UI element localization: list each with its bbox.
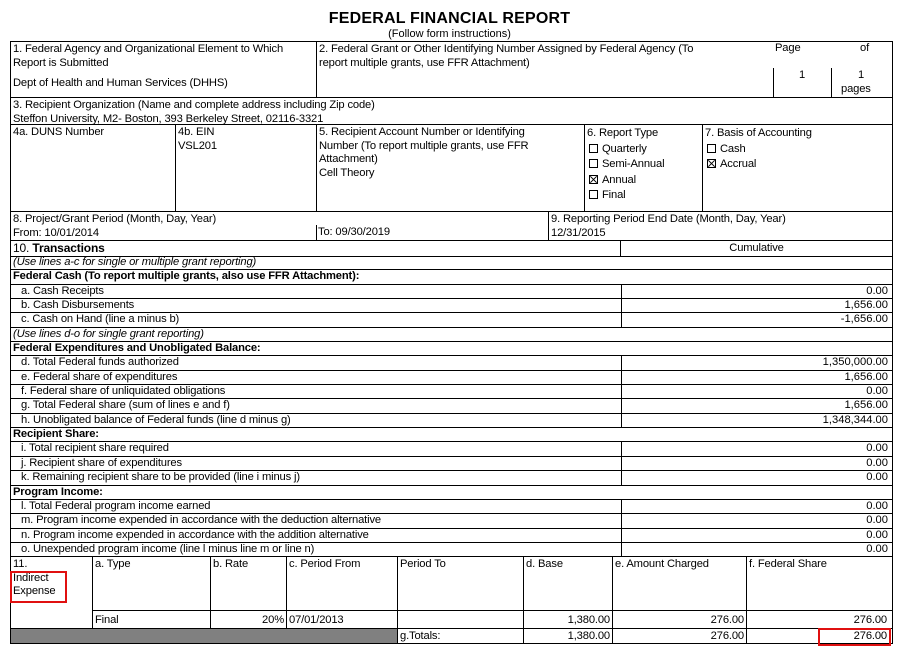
report-type-annual[interactable] bbox=[587, 173, 700, 189]
box2-grant-number bbox=[316, 41, 893, 98]
box6-report-type bbox=[584, 124, 703, 212]
option-label: Semi-Annual bbox=[602, 158, 665, 170]
transaction-cumulative-value: 0.00 bbox=[866, 528, 888, 541]
basis-accrual[interactable] bbox=[705, 157, 890, 173]
box9-label: 9. Reporting Period End Date (Month, Day, Year) bbox=[551, 213, 786, 225]
report-title: FEDERAL FINANCIAL REPORT bbox=[328, 10, 571, 27]
transaction-cumulative-value: 0.00 bbox=[866, 542, 888, 555]
box1-value: Dept of Health and Human Services (DHHS) bbox=[13, 77, 228, 89]
box5-label-2: Number (To report multiple grants, use FFR bbox=[319, 139, 529, 152]
row-period-from: 07/01/2013 bbox=[286, 610, 398, 629]
transaction-label: h. Unobligated balance of Federal funds (line d minus g) bbox=[21, 413, 291, 426]
box9-value: 12/31/2015 bbox=[551, 226, 606, 239]
transaction-label: o. Unexpended program income (line l minus line m or line n) bbox=[21, 542, 315, 555]
transaction-label: Federal Expenditures and Unobligated Balance: bbox=[13, 342, 261, 355]
box1-label-2: Report is Submitted bbox=[13, 56, 109, 69]
transaction-label: l. Total Federal program income earned bbox=[21, 499, 211, 512]
transaction-section-header bbox=[11, 486, 892, 500]
transaction-row bbox=[11, 500, 892, 514]
box5-account-number bbox=[316, 124, 585, 212]
option-label: Final bbox=[602, 189, 626, 201]
transaction-cumulative-value: 0.00 bbox=[866, 442, 888, 455]
box11-label-1: Indirect bbox=[13, 571, 49, 584]
col-rate-header: b. Rate bbox=[210, 556, 287, 611]
box10-number: 10. bbox=[13, 241, 33, 255]
box8-label: 8. Project/Grant Period (Month, Day, Year) bbox=[13, 213, 217, 225]
box11-label-2: Expense bbox=[13, 585, 56, 597]
col-base-header: d. Base bbox=[523, 556, 613, 611]
transaction-label: a. Cash Receipts bbox=[21, 284, 104, 297]
transaction-label: k. Remaining recipient share to be provided (line i minus j) bbox=[21, 471, 300, 484]
highlight-federal-share-total bbox=[818, 628, 891, 646]
box8-project-period bbox=[10, 211, 549, 241]
transaction-row bbox=[11, 529, 892, 543]
of-value: 1 bbox=[858, 69, 865, 81]
of-label: of bbox=[860, 42, 870, 54]
option-label: Quarterly bbox=[602, 142, 647, 155]
box10-transactions bbox=[10, 240, 621, 257]
option-label: Annual bbox=[602, 173, 636, 186]
box3-label: 3. Recipient Organization (Name and complete address including Zip code) bbox=[13, 99, 375, 111]
page-divider bbox=[831, 68, 832, 97]
col-amount-charged-header: e. Amount Charged bbox=[612, 556, 747, 611]
box5-label-1: 5. Recipient Account Number or Identifying bbox=[319, 126, 525, 138]
box8-to: To: 09/30/2019 bbox=[318, 226, 390, 238]
transaction-section-header bbox=[11, 256, 892, 270]
transaction-section-header bbox=[11, 328, 892, 342]
transaction-label: d. Total Federal funds authorized bbox=[21, 356, 179, 369]
transaction-cumulative-value: 1,656.00 bbox=[844, 299, 888, 312]
box4b-value: VSL201 bbox=[178, 139, 217, 152]
checkbox-icon[interactable] bbox=[707, 144, 716, 153]
transaction-label: Federal Cash (To report multiple grants, also use FFR Attachment): bbox=[13, 270, 360, 283]
transaction-label: m. Program income expended in accordance with the deduction alternative bbox=[21, 514, 381, 527]
transaction-label: e. Federal share of expenditures bbox=[21, 370, 178, 383]
checkbox-icon[interactable] bbox=[707, 159, 716, 168]
row-amount-charged: 276.00 bbox=[612, 610, 747, 629]
box3-value: Steffon University, M2- Boston, 393 Berkeley Street, 02116-3321 bbox=[13, 112, 324, 125]
transaction-cumulative-value: 1,656.00 bbox=[844, 370, 888, 383]
transaction-label: f. Federal share of unliquidated obligations bbox=[21, 385, 226, 398]
transaction-row bbox=[11, 356, 892, 370]
transaction-cumulative-value: 1,656.00 bbox=[844, 399, 888, 412]
totals-amount-charged: 276.00 bbox=[612, 628, 747, 644]
cumulative-header: Cumulative bbox=[620, 240, 893, 257]
box4b-ein bbox=[175, 124, 317, 212]
row-type: Final bbox=[92, 610, 211, 629]
transaction-label: g. Total Federal share (sum of lines e and f) bbox=[21, 399, 230, 412]
transaction-section-header bbox=[11, 342, 892, 356]
col-period-from-header: c. Period From bbox=[286, 556, 398, 611]
transaction-cumulative-value: 0.00 bbox=[866, 471, 888, 484]
box4a-duns bbox=[10, 124, 176, 212]
transaction-row bbox=[11, 399, 892, 413]
checkbox-icon[interactable] bbox=[589, 190, 598, 199]
transaction-row bbox=[11, 299, 892, 313]
transaction-row bbox=[11, 457, 892, 471]
transaction-section-header bbox=[11, 428, 892, 442]
divider bbox=[316, 225, 317, 240]
transaction-row bbox=[11, 313, 892, 327]
transaction-cumulative-value: -1,656.00 bbox=[840, 313, 888, 326]
page-value: 1 bbox=[799, 69, 806, 81]
checkbox-icon[interactable] bbox=[589, 175, 598, 184]
box5-value: Cell Theory bbox=[319, 166, 375, 179]
transaction-row bbox=[11, 285, 892, 299]
box1-agency bbox=[10, 41, 317, 98]
checkbox-icon[interactable] bbox=[589, 159, 598, 168]
report-type-semi-annual[interactable] bbox=[587, 157, 700, 173]
box11-number: 11. bbox=[13, 558, 28, 570]
transaction-row bbox=[11, 442, 892, 456]
pages-label: pages bbox=[841, 83, 871, 95]
transaction-row bbox=[11, 414, 892, 428]
transaction-row bbox=[11, 471, 892, 485]
row-period-to bbox=[397, 610, 524, 629]
box7-basis-of-accounting bbox=[702, 124, 893, 212]
transaction-cumulative-value: 0.00 bbox=[866, 514, 888, 527]
box10-label: Transactions bbox=[32, 241, 105, 255]
report-subtitle: (Follow form instructions) bbox=[388, 28, 511, 40]
report-type-final[interactable] bbox=[587, 188, 700, 204]
transaction-cumulative-value: 0.00 bbox=[866, 499, 888, 512]
box3-recipient-organization bbox=[10, 97, 893, 125]
box8-from: From: 10/01/2014 bbox=[13, 226, 99, 239]
page-divider bbox=[773, 68, 774, 97]
box5-label-3: Attachment) bbox=[319, 153, 378, 165]
report-type-quarterly[interactable] bbox=[587, 142, 700, 158]
col-type-header: a. Type bbox=[92, 556, 211, 611]
highlight-indirect-expense bbox=[10, 571, 67, 603]
box7-label: 7. Basis of Accounting bbox=[705, 127, 812, 139]
box2-label-2: report multiple grants, use FFR Attachment) bbox=[319, 56, 530, 69]
transactions-list bbox=[10, 256, 893, 557]
transaction-label: j. Recipient share of expenditures bbox=[21, 456, 182, 469]
box4a-label: 4a. DUNS Number bbox=[13, 126, 105, 138]
transaction-label: n. Program income expended in accordance with the addition alternative bbox=[21, 528, 369, 541]
row-base: 1,380.00 bbox=[523, 610, 613, 629]
box6-label: 6. Report Type bbox=[587, 127, 659, 139]
transaction-label: (Use lines d-o for single grant reporting) bbox=[13, 327, 204, 340]
transaction-section-header bbox=[11, 270, 892, 284]
transaction-cumulative-value: 0.00 bbox=[866, 456, 888, 469]
checkbox-icon[interactable] bbox=[589, 144, 598, 153]
col-federal-share-header: f. Federal Share bbox=[746, 556, 893, 611]
transaction-label: c. Cash on Hand (line a minus b) bbox=[21, 313, 180, 326]
col-period-to-header: Period To bbox=[397, 556, 524, 611]
transaction-label: (Use lines a-c for single or multiple grant reporting) bbox=[13, 256, 257, 268]
transaction-label: b. Cash Disbursements bbox=[21, 299, 135, 312]
row-federal-share: 276.00 bbox=[746, 610, 893, 629]
totals-federal-share: 276.00 bbox=[746, 628, 893, 644]
transaction-cumulative-value: 0.00 bbox=[866, 385, 888, 398]
transaction-label: Program Income: bbox=[13, 485, 103, 498]
transaction-row bbox=[11, 371, 892, 385]
transaction-label: Recipient Share: bbox=[13, 428, 99, 441]
page-label: Page bbox=[775, 42, 801, 54]
box1-label-1: 1. Federal Agency and Organizational Element to Which bbox=[13, 43, 284, 55]
transaction-cumulative-value: 0.00 bbox=[866, 284, 888, 297]
totals-shaded-area bbox=[10, 628, 398, 644]
transaction-row bbox=[11, 385, 892, 399]
transaction-label: i. Total recipient share required bbox=[21, 442, 169, 455]
option-label: Accrual bbox=[720, 158, 757, 170]
transaction-cumulative-value: 1,350,000.00 bbox=[822, 356, 888, 369]
box2-label-1: 2. Federal Grant or Other Identifying Number Assigned by Federal Agency (To bbox=[319, 43, 694, 55]
box9-reporting-period-end bbox=[548, 211, 893, 241]
transaction-cumulative-value: 1,348,344.00 bbox=[822, 413, 888, 426]
basis-cash[interactable] bbox=[705, 142, 890, 158]
totals-label: g.Totals: bbox=[397, 628, 524, 644]
row-rate: 20% bbox=[210, 610, 287, 629]
box4b-label: 4b. EIN bbox=[178, 126, 215, 138]
transaction-row bbox=[11, 514, 892, 528]
totals-base: 1,380.00 bbox=[523, 628, 613, 644]
option-label: Cash bbox=[720, 142, 746, 155]
